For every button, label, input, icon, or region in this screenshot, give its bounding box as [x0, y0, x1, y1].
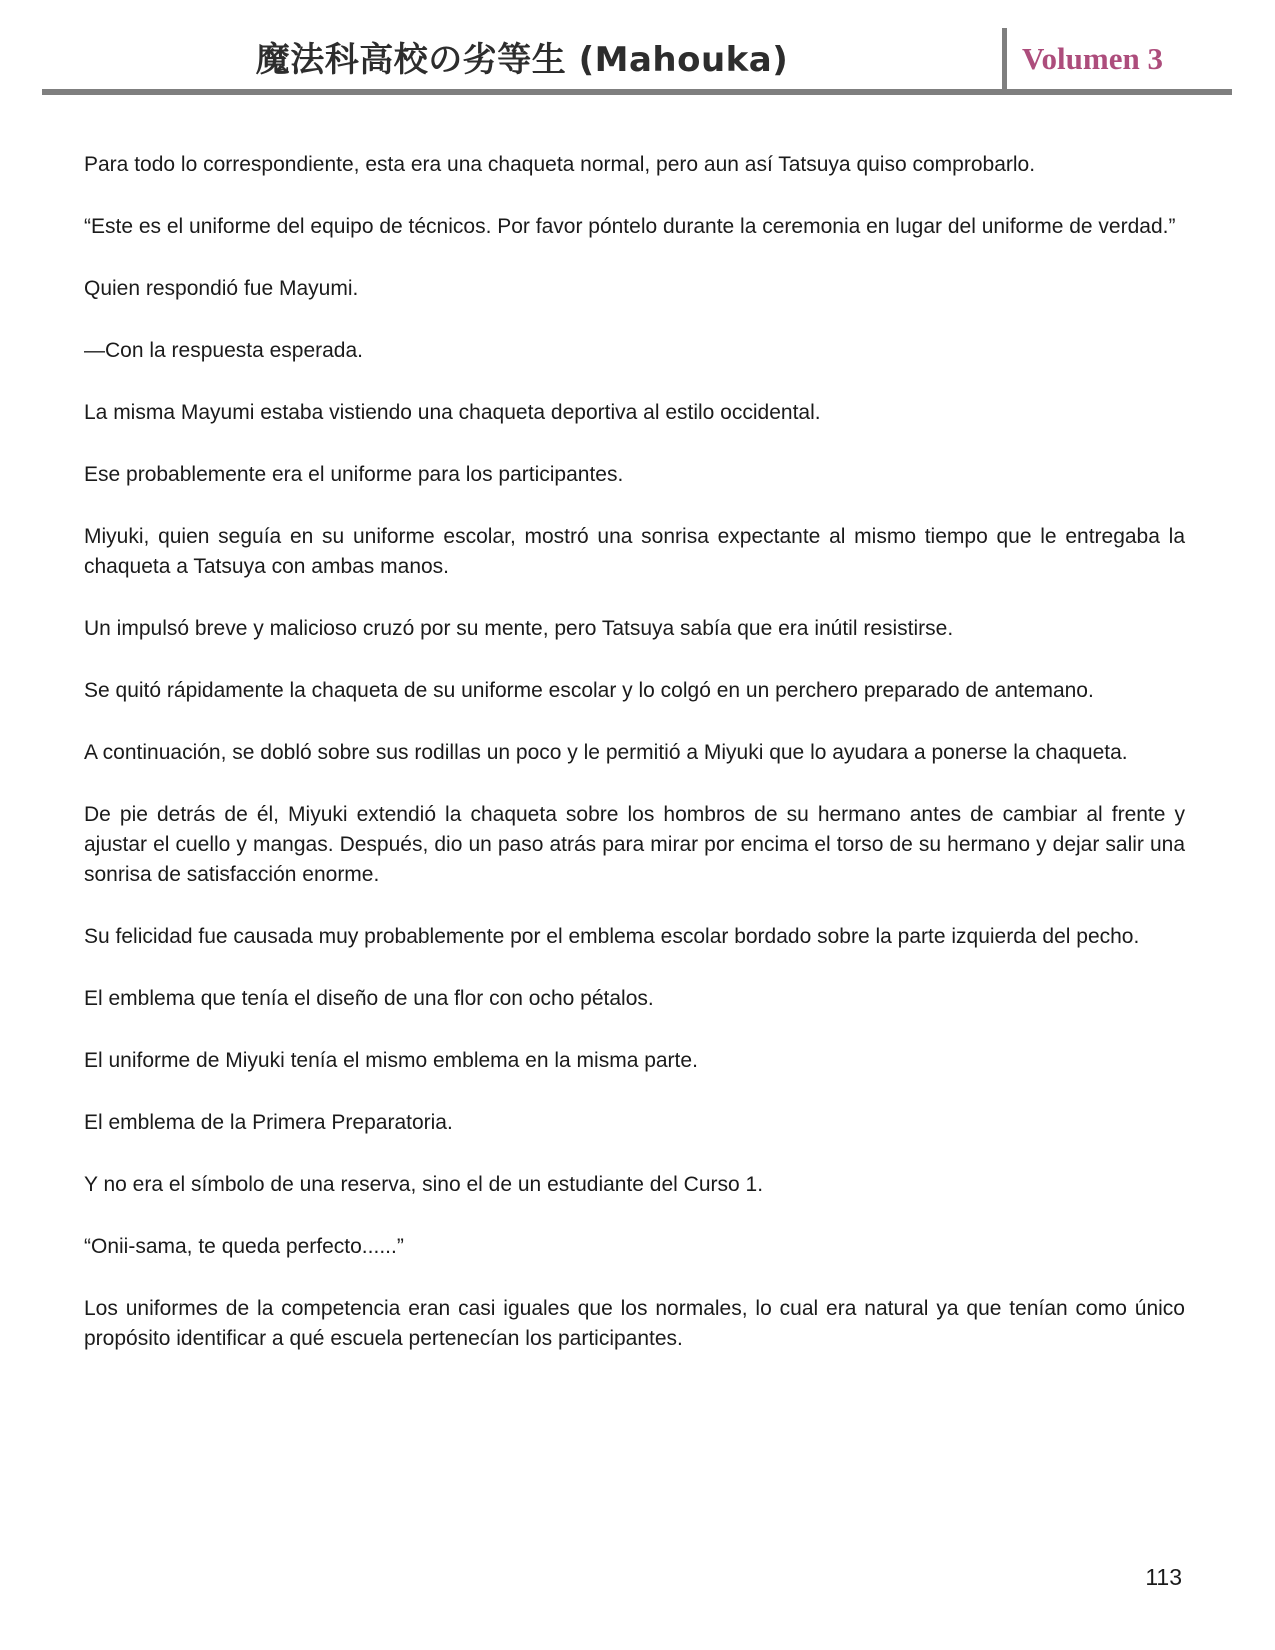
paragraph: Quien respondió fue Mayumi.: [84, 277, 359, 300]
paragraph: Los uniformes de la competencia eran casi iguales que los normales, lo cual era natural ya que tenían como único propósito identificar a qué escuela pertenecían los participantes.: [84, 1297, 1185, 1350]
paragraph: Su felicidad fue causada muy probablemente por el emblema escolar bordado sobre la parte izquierda del pecho.: [84, 925, 1140, 948]
paragraph: El uniforme de Miyuki tenía el mismo emblema en la misma parte.: [84, 1049, 698, 1072]
page-body: [84, 150, 1185, 1386]
page-header: [42, 0, 1232, 95]
paragraph: Se quitó rápidamente la chaqueta de su uniforme escolar y lo colgó en un perchero preparado de antemano.: [84, 679, 1094, 702]
paragraph: Miyuki, quien seguía en su uniforme escolar, mostró una sonrisa expectante al mismo tiempo que le entregaba la chaqueta a Tatsuya con ambas manos.: [84, 525, 1185, 578]
header-volume-cell: [1002, 28, 1232, 89]
paragraph: Ese probablemente era el uniforme para los participantes.: [84, 463, 624, 486]
paragraph: —Con la respuesta esperada.: [84, 339, 363, 362]
page-number: 113: [1145, 1564, 1182, 1590]
paragraph: A continuación, se dobló sobre sus rodillas un poco y le permitió a Miyuki que lo ayudara a ponerse la chaqueta.: [84, 741, 1128, 764]
header-title-cell: [42, 32, 1002, 89]
volume-label: Volumen 3: [1022, 40, 1163, 76]
paragraph: El emblema que tenía el diseño de una flor con ocho pétalos.: [84, 987, 654, 1010]
paragraph: De pie detrás de él, Miyuki extendió la chaqueta sobre los hombros de su hermano antes de cambiar al frente y ajustar el cuello y mangas. Después, dio un paso atrás para mirar por encima el torso de su hermano y dejar salir una sonrisa de satisfacción enorme.: [84, 803, 1185, 886]
paragraph: “Onii-sama, te queda perfecto......”: [84, 1235, 404, 1258]
document-title: 魔法科高校の劣等生 (Mahouka): [255, 40, 789, 80]
paragraph: La misma Mayumi estaba vistiendo una chaqueta deportiva al estilo occidental.: [84, 401, 821, 424]
paragraph: El emblema de la Primera Preparatoria.: [84, 1111, 453, 1134]
paragraph: Y no era el símbolo de una reserva, sino el de un estudiante del Curso 1.: [84, 1173, 764, 1196]
paragraph: Para todo lo correspondiente, esta era una chaqueta normal, pero aun así Tatsuya quiso comprobarlo.: [84, 153, 1036, 176]
paragraph: Un impulsó breve y malicioso cruzó por su mente, pero Tatsuya sabía que era inútil resistirse.: [84, 617, 954, 640]
paragraph: “Este es el uniforme del equipo de técnicos. Por favor póntelo durante la ceremonia en lugar del uniforme de verdad.”: [84, 215, 1176, 238]
